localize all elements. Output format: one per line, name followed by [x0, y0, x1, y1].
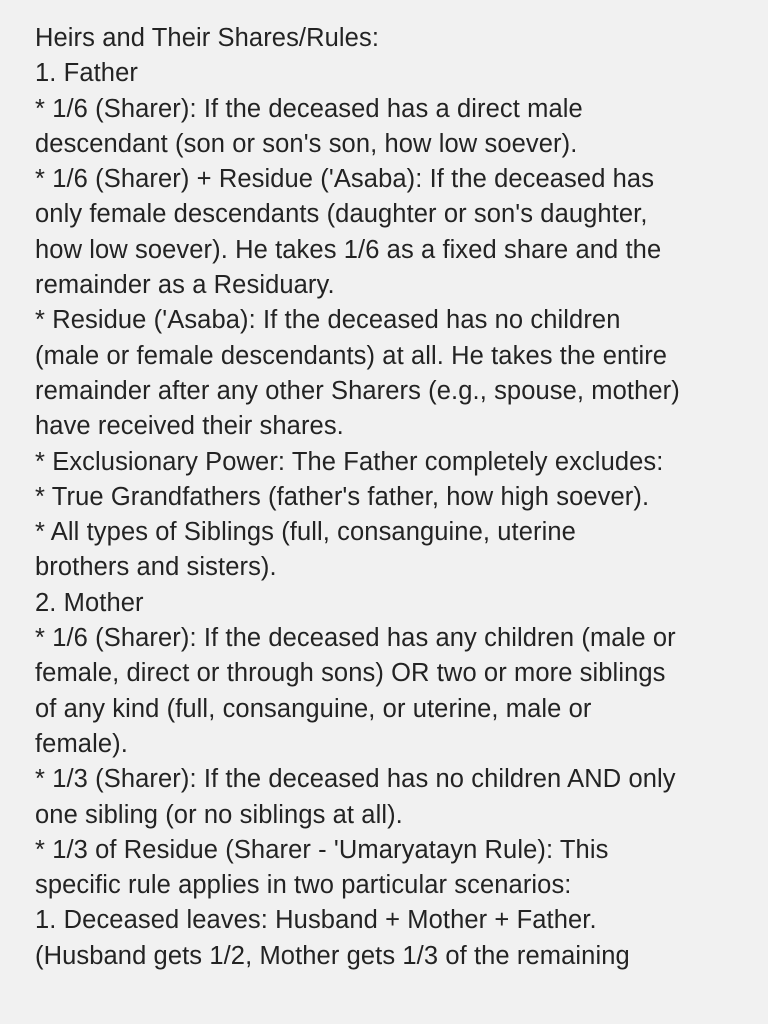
text-line: * True Grandfathers (father's father, how high soever). — [35, 482, 650, 511]
text-line: how low soever). He takes 1/6 as a fixed share and the — [35, 235, 662, 264]
text-line: * 1/3 (Sharer): If the deceased has no children AND only — [35, 765, 676, 794]
text-line: of any kind (full, consanguine, or uterine, male or — [35, 694, 592, 723]
heading-heirs-and-shares: Heirs and Their Shares/Rules: — [35, 24, 379, 52]
text-line: only female descendants (daughter or son's daughter, — [35, 200, 648, 229]
text-line: * 1/6 (Sharer): If the deceased has any children (male or — [35, 624, 676, 653]
text-line: * Residue ('Asaba): If the deceased has no children — [35, 306, 621, 335]
text-line: female). — [35, 729, 128, 758]
text-line: * Exclusionary Power: The Father completely excludes: — [35, 447, 664, 476]
text-line: specific rule applies in two particular scenarios: — [35, 871, 572, 900]
text-line: descendant (son or son's son, how low soever). — [35, 129, 578, 158]
text-line: (Husband gets 1/2, Mother gets 1/3 of the remaining — [35, 941, 630, 970]
text-line: brothers and sisters). — [35, 553, 277, 582]
section-heading-father: 1. Father — [35, 59, 138, 88]
text-line: have received their shares. — [35, 412, 344, 441]
text-line: * All types of Siblings (full, consanguine, uterine — [35, 518, 576, 547]
text-line: remainder as a Residuary. — [35, 271, 335, 300]
text-line: (male or female descendants) at all. He takes the entire — [35, 341, 668, 370]
text-line: female, direct or through sons) OR two or more siblings — [35, 659, 666, 688]
text-line: * 1/6 (Sharer): If the deceased has a direct male — [35, 94, 583, 123]
text-line: remainder after any other Sharers (e.g., spouse, mother) — [35, 376, 680, 405]
text-line: 1. Deceased leaves: Husband + Mother + Father. — [35, 906, 597, 935]
text-line: * 1/3 of Residue (Sharer - 'Umaryatayn Rule): This — [35, 835, 609, 864]
section-heading-mother: 2. Mother — [35, 588, 144, 617]
text-line: one sibling (or no siblings at all). — [35, 800, 403, 829]
text-line: * 1/6 (Sharer) + Residue ('Asaba): If the deceased has — [35, 165, 655, 194]
